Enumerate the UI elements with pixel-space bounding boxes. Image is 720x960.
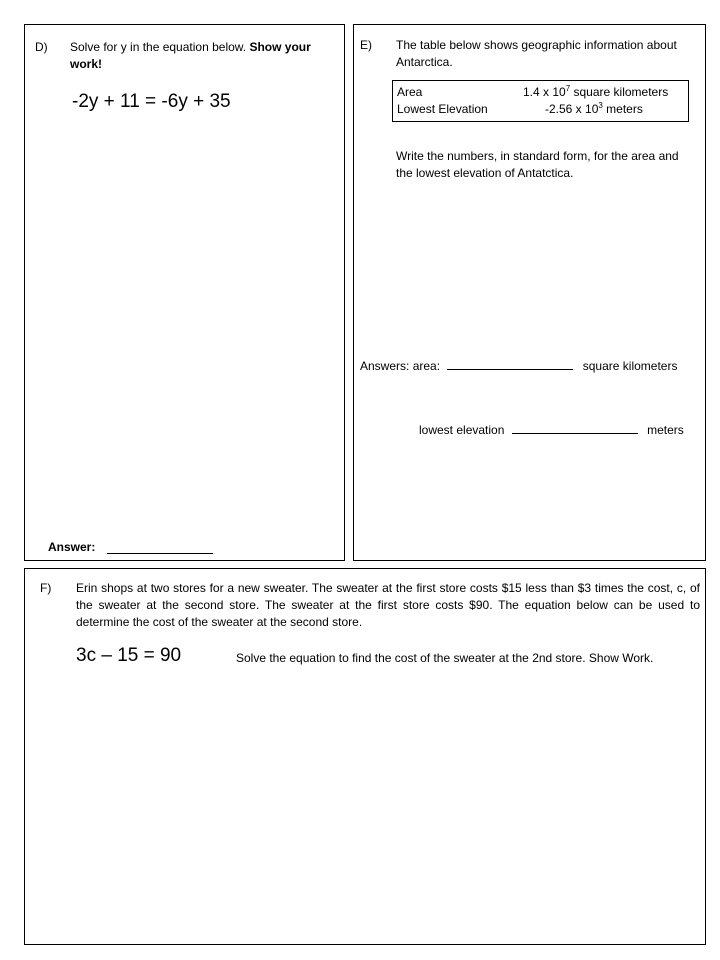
section-d-prompt — [70, 39, 332, 73]
section-d-box — [24, 24, 345, 561]
elevation-answer-line — [419, 421, 704, 439]
area-row-label: Area — [397, 85, 423, 99]
area-row-value — [523, 84, 668, 101]
elevation-row-value — [545, 101, 643, 118]
area-answer-label: area: — [412, 359, 441, 373]
section-d-label: D) — [35, 40, 48, 54]
elevation-mantissa: -2.56 x 10 — [545, 102, 599, 116]
area-answer-unit: square kilometers — [582, 359, 678, 373]
section-d-prompt-text: Solve for y in the equation below. — [70, 40, 247, 54]
area-exponent: 7 — [565, 84, 571, 93]
section-f-equation: 3c – 15 = 90 — [76, 645, 182, 666]
section-f-label: F) — [40, 581, 52, 595]
geo-info-table — [392, 80, 689, 122]
section-f-box — [24, 568, 706, 945]
answers-label: Answers: — [360, 359, 410, 373]
elevation-answer-unit: meters — [647, 423, 684, 437]
area-unit: square kilometers — [573, 85, 669, 99]
answers-area-line — [360, 357, 705, 375]
area-mantissa: 1.4 x 10 — [523, 85, 566, 99]
section-f-problem: Erin shops at two stores for a new sweater. The sweater at the first store costs $15 less than $3 times the cost, c, of the sweater at the second store. The sweater at the first store costs $90. The equation below can be used to determine the cost of the sweater at the second store. — [76, 581, 700, 629]
elevation-exponent: 3 — [598, 101, 603, 110]
section-e-intro: The table below shows geographic information about Antarctica. — [396, 38, 677, 69]
section-d-prompt-emphasis: Show your work! — [70, 40, 311, 71]
elevation-unit: meters — [606, 102, 643, 116]
section-e-box — [353, 24, 706, 561]
section-e-instruction: Write the numbers, in standard form, for the area and the lowest elevation of Antatctica. — [396, 149, 679, 180]
elevation-answer-blank[interactable] — [512, 421, 638, 434]
section-f-instruction: Solve the equation to find the cost of the sweater at the 2nd store. Show Work. — [236, 651, 654, 665]
area-answer-blank[interactable] — [447, 357, 573, 370]
elevation-row-label: Lowest Elevation — [397, 102, 488, 116]
section-e-label: E) — [360, 38, 372, 52]
section-d-equation: -2y + 11 = -6y + 35 — [72, 91, 231, 112]
section-d-answer-blank[interactable] — [107, 541, 213, 554]
section-d-answer-label: Answer: — [48, 540, 96, 554]
elevation-answer-label: lowest elevation — [419, 423, 505, 437]
